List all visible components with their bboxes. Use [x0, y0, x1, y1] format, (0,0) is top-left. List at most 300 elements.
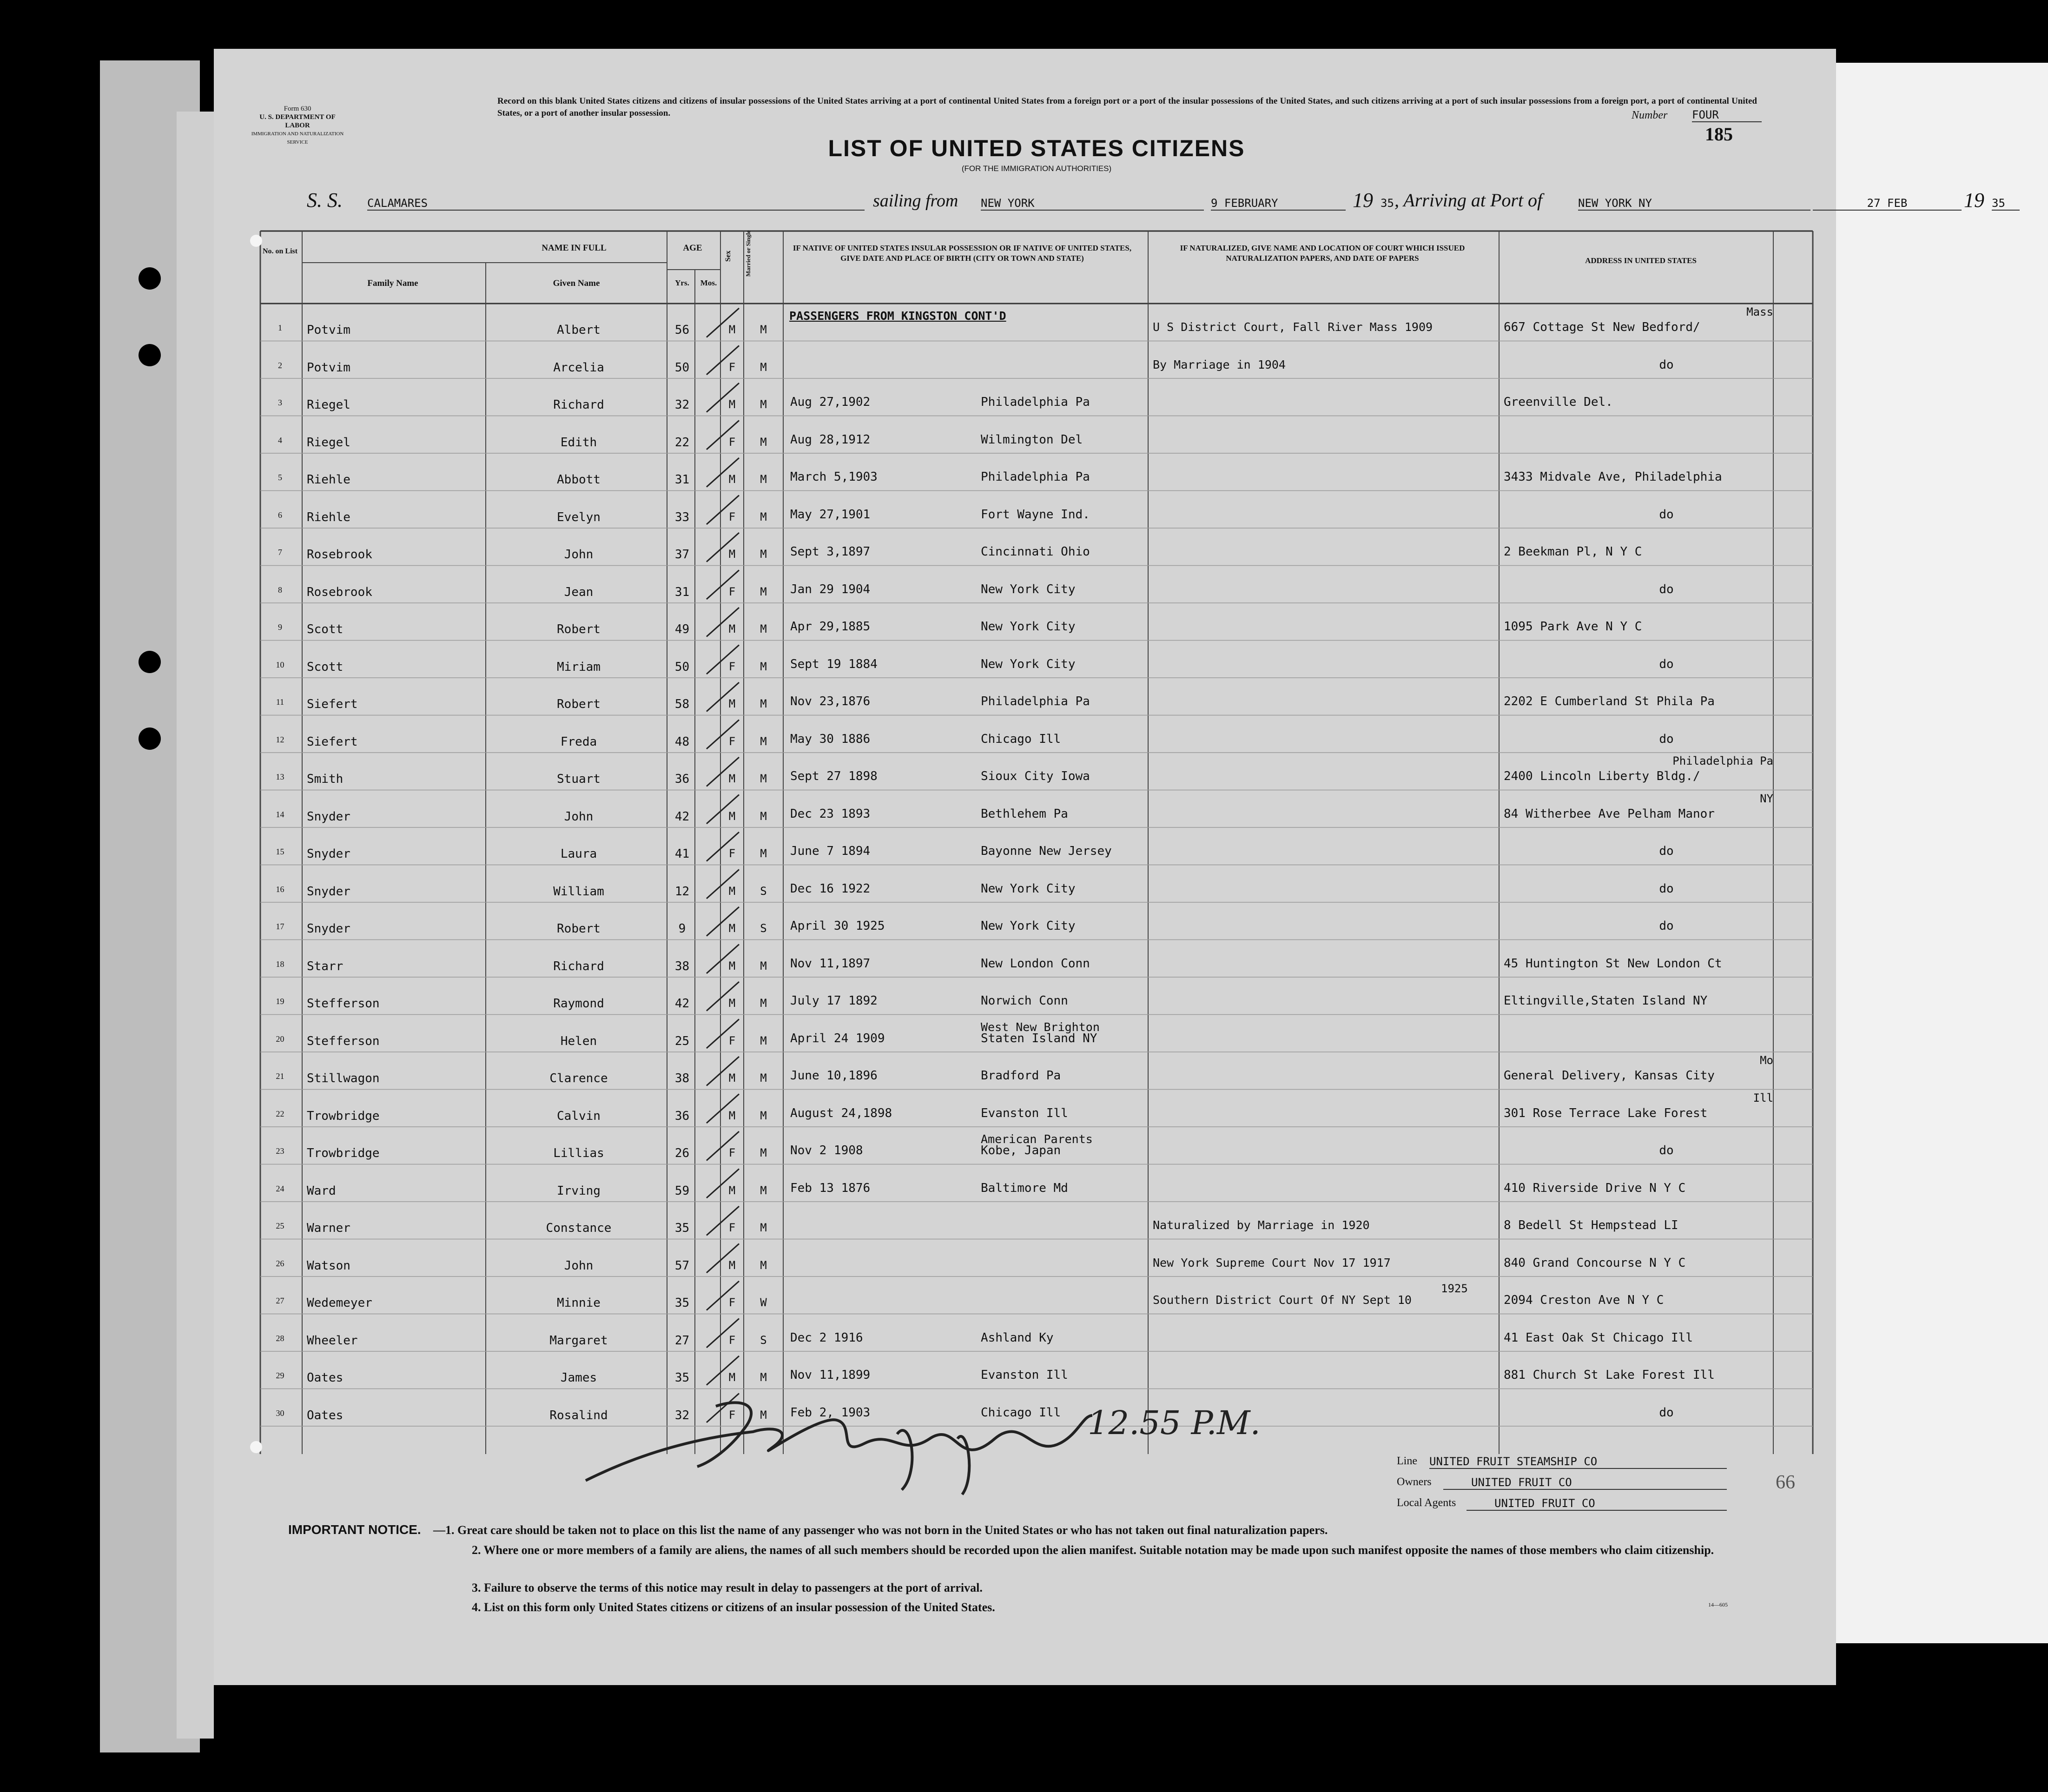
sex-value: F — [728, 1408, 736, 1422]
row-number: 7 — [278, 548, 282, 557]
birth-date: Nov 11,1899 — [790, 1368, 871, 1382]
given-name: Robert — [557, 697, 601, 711]
age-years: 31 — [674, 585, 690, 599]
number-value: FOUR — [1692, 108, 1762, 122]
row-number: 2 — [278, 360, 282, 370]
age-years: 50 — [674, 660, 690, 674]
address: Eltingville,Staten Island NY — [1504, 994, 1708, 1008]
given-name: Margaret — [549, 1333, 608, 1348]
family-name: Riehle — [307, 510, 350, 524]
notice-item-2: 2. Where one or more members of a family are aliens, the names of all such members should be recorded upon the alien manifest. Suitable notation may be made upon such manifest opposite the names of those members who claim citizenship. — [472, 1543, 1714, 1557]
row-number: 29 — [276, 1371, 284, 1380]
family-name: Trowbridge — [307, 1109, 380, 1123]
address: do — [1659, 507, 1674, 522]
arrival-port: NEW YORK NY — [1578, 197, 1810, 211]
age-years: 26 — [674, 1146, 690, 1160]
given-name: Richard — [553, 398, 604, 412]
row-number: 4 — [278, 435, 282, 445]
family-name: Oates — [307, 1408, 344, 1422]
birth-place: Evanston Ill — [981, 1368, 1068, 1382]
birth-date: Dec 23 1893 — [790, 807, 871, 821]
sex-value: F — [728, 1221, 736, 1234]
given-name: John — [564, 548, 594, 562]
page-number: 185 — [1705, 124, 1733, 145]
marital-status: M — [760, 1408, 767, 1422]
age-years: 35 — [674, 1296, 690, 1310]
header-family-name: Family Name — [367, 278, 418, 288]
given-name: Jean — [564, 585, 594, 599]
birth-place: Sioux City Iowa — [981, 769, 1090, 783]
owners-label: Owners — [1397, 1476, 1432, 1488]
age-years: 33 — [674, 510, 690, 524]
given-name: Rosalind — [549, 1408, 608, 1422]
age-years: 59 — [674, 1184, 690, 1198]
sex-value: F — [728, 360, 736, 374]
notice-item-1: —1. Great care should be taken not to place on this list the name of any passenger who was not born in the United States or who has not taken out final naturalization papers. — [433, 1523, 1328, 1537]
address: 881 Church St Lake Forest Ill — [1504, 1368, 1715, 1382]
birth-date: March 5,1903 — [790, 470, 878, 484]
sex-value: F — [728, 435, 736, 449]
given-name: Evelyn — [557, 510, 601, 524]
age-years: 9 — [678, 922, 686, 936]
birth-place: Cincinnati Ohio — [981, 545, 1090, 559]
address: do — [1659, 881, 1674, 896]
age-years: 49 — [674, 622, 690, 636]
birth-date: Sept 27 1898 — [790, 769, 878, 783]
row-number: 27 — [276, 1296, 284, 1305]
given-name: Minnie — [557, 1296, 601, 1310]
signature-time: 12.55 P.M. — [1088, 1404, 1261, 1442]
arriving-label: , Arriving at Port of — [1394, 190, 1543, 211]
sex-value: M — [728, 398, 736, 411]
row-number: 20 — [276, 1034, 284, 1044]
birth-place: Evanston Ill — [981, 1106, 1068, 1120]
age-years: 41 — [674, 847, 690, 861]
marital-status: M — [760, 323, 767, 336]
family-name: Riegel — [307, 398, 350, 412]
from-year: 35 — [1381, 197, 1394, 210]
row-number: 5 — [278, 473, 282, 482]
age-years: 12 — [674, 884, 690, 899]
header-given-name: Given Name — [553, 278, 600, 288]
sex-value: F — [728, 1333, 736, 1347]
naturalization-court: By Marriage in 1904 — [1153, 357, 1286, 371]
marital-status: M — [760, 360, 767, 374]
sex-value: M — [728, 622, 736, 635]
binder-hole — [139, 344, 161, 366]
row-number: 19 — [276, 997, 284, 1006]
sex-value: M — [728, 884, 736, 898]
row-number: 16 — [276, 884, 284, 894]
notice-item-3: 3. Failure to observe the terms of this notice may result in delay to passengers at the port of arrival. — [472, 1581, 983, 1594]
marital-status: M — [760, 660, 767, 673]
marital-status: M — [760, 734, 767, 748]
birth-place: Bradford Pa — [981, 1069, 1061, 1083]
backing-sheet-inner — [177, 112, 214, 1739]
backing-sheet-right — [1829, 63, 2048, 1643]
birth-date: June 7 1894 — [790, 844, 871, 858]
row-number: 6 — [278, 510, 282, 520]
row-number: 10 — [276, 660, 284, 669]
birth-place: Norwich Conn — [981, 994, 1068, 1008]
sex-value: F — [728, 1034, 736, 1047]
address-note: Philadelphia Pa — [1672, 754, 1773, 767]
age-years: 48 — [674, 734, 690, 749]
binder-hole — [139, 267, 161, 290]
sex-value: M — [728, 1109, 736, 1122]
address: 45 Huntington St New London Ct — [1504, 956, 1722, 971]
address: do — [1659, 1405, 1674, 1420]
ship-name: CALAMARES — [367, 197, 865, 211]
family-name: Rosebrook — [307, 585, 372, 599]
birth-date: Nov 11,1897 — [790, 956, 871, 971]
age-years: 57 — [674, 1258, 690, 1273]
family-name: Snyder — [307, 884, 350, 899]
family-name: Smith — [307, 772, 344, 786]
address: 1095 Park Ave N Y C — [1504, 620, 1642, 634]
marital-status: S — [760, 1333, 767, 1347]
agents-value: UNITED FRUIT CO — [1467, 1497, 1727, 1511]
header-yrs: Yrs. — [675, 278, 689, 287]
naturalization-court: Naturalized by Marriage in 1920 — [1153, 1218, 1370, 1232]
row-number: 24 — [276, 1184, 284, 1193]
address: 84 Witherbee Ave Pelham Manor — [1504, 807, 1715, 821]
birth-date: Feb 2, 1903 — [790, 1405, 871, 1420]
birth-date: May 30 1886 — [790, 732, 871, 746]
arrival-year-prefix: 19 — [1964, 189, 1984, 212]
address: do — [1659, 732, 1674, 746]
header-married-single: Married or Single — [745, 230, 752, 277]
birth-date: Sept 3,1897 — [790, 545, 871, 559]
address: 2 Beekman Pl, N Y C — [1504, 545, 1642, 559]
row-number: 11 — [276, 697, 284, 707]
row-number: 1 — [278, 323, 282, 332]
address: do — [1659, 919, 1674, 933]
header-no: No. on List — [262, 247, 298, 255]
age-years: 27 — [674, 1333, 690, 1348]
family-name: Rosebrook — [307, 548, 372, 562]
sex-value: M — [728, 997, 736, 1010]
age-years: 42 — [674, 997, 690, 1011]
birth-date: Feb 13 1876 — [790, 1181, 871, 1195]
marital-status: M — [760, 510, 767, 523]
birth-date: Aug 27,1902 — [790, 395, 871, 409]
manifest-page — [214, 49, 2005, 1685]
birth-place: New York City — [981, 919, 1076, 933]
marital-status: M — [760, 997, 767, 1010]
given-name: Edith — [560, 435, 597, 450]
given-name: James — [560, 1371, 597, 1385]
marital-status: M — [760, 772, 767, 785]
given-name: Arcelia — [553, 360, 604, 375]
marital-status: M — [760, 1221, 767, 1234]
age-years: 50 — [674, 360, 690, 375]
address: 410 Riverside Drive N Y C — [1504, 1181, 1686, 1195]
binder-hole — [139, 651, 161, 673]
marital-status: W — [760, 1296, 767, 1309]
birth-date: Aug 28,1912 — [790, 432, 871, 447]
marital-status: M — [760, 473, 767, 486]
sex-value: M — [728, 548, 736, 561]
address: 3433 Midvale Ave, Philadelphia — [1504, 470, 1722, 484]
address: 667 Cottage St New Bedford/ — [1504, 320, 1700, 334]
sex-value: F — [728, 734, 736, 748]
naturalization-year: 1925 — [1441, 1282, 1468, 1295]
birth-date: April 24 1909 — [790, 1031, 885, 1045]
birth-place: Bethlehem Pa — [981, 807, 1068, 821]
marital-status: M — [760, 548, 767, 561]
owners-value: UNITED FRUIT CO — [1443, 1476, 1727, 1490]
given-name: Laura — [560, 847, 597, 861]
form-number: Form 630 — [284, 105, 311, 112]
naturalization-court: U S District Court, Fall River Mass 1909 — [1153, 320, 1433, 334]
punch-hole — [250, 1441, 262, 1453]
given-name: William — [553, 884, 604, 899]
birth-date: July 17 1892 — [790, 994, 878, 1008]
birth-place: Philadelphia Pa — [981, 694, 1090, 708]
sex-value: M — [728, 772, 736, 785]
sex-value: F — [728, 1146, 736, 1159]
given-name: Clarence — [549, 1071, 608, 1085]
header-age: AGE — [683, 243, 702, 253]
address: 840 Grand Concourse N Y C — [1504, 1256, 1686, 1270]
given-name: Albert — [557, 323, 601, 337]
given-name: Irving — [557, 1184, 601, 1198]
birth-date: Dec 2 1916 — [790, 1330, 863, 1345]
given-name: Helen — [560, 1034, 597, 1048]
birth-date: Jan 29 1904 — [790, 582, 871, 596]
address: 301 Rose Terrace Lake Forest — [1504, 1106, 1708, 1120]
arrival-year: 35 — [1992, 197, 2020, 211]
marital-status: M — [760, 1146, 767, 1159]
given-name: John — [564, 1258, 594, 1273]
birth-place: Bayonne New Jersey — [981, 844, 1112, 858]
family-name: Riehle — [307, 473, 350, 487]
family-name: Stefferson — [307, 1034, 380, 1048]
birth-place: Ashland Ky — [981, 1330, 1054, 1345]
birth-place: New York City — [981, 657, 1076, 671]
sex-value: M — [728, 922, 736, 935]
header-mos: Mos. — [700, 278, 717, 287]
print-code: 14—605 — [1708, 1601, 1728, 1608]
marital-status: M — [760, 1071, 767, 1084]
age-years: 36 — [674, 772, 690, 786]
birth-place: Baltimore Md — [981, 1181, 1068, 1195]
address-note: NY — [1760, 792, 1773, 805]
age-years: 22 — [674, 435, 690, 450]
marital-status: M — [760, 809, 767, 823]
given-name: Calvin — [557, 1109, 601, 1123]
naturalization-court: New York Supreme Court Nov 17 1917 — [1153, 1256, 1391, 1270]
birth-place: New York City — [981, 620, 1076, 634]
agents-label: Local Agents — [1397, 1497, 1456, 1509]
birth-place: Philadelphia Pa — [981, 470, 1090, 484]
family-name: Scott — [307, 622, 344, 636]
address-note: Mo — [1760, 1054, 1773, 1067]
from-port: NEW YORK — [981, 197, 1204, 211]
row-number: 15 — [276, 847, 284, 856]
row-number: 3 — [278, 398, 282, 407]
row-number: 14 — [276, 809, 284, 819]
sex-value: M — [728, 697, 736, 710]
marital-status: M — [760, 398, 767, 411]
birth-place: Chicago Ill — [981, 732, 1061, 746]
marital-status: S — [760, 922, 767, 935]
header-name-in-full: NAME IN FULL — [542, 243, 607, 253]
number-label: Number — [1632, 109, 1668, 121]
address: do — [1659, 582, 1674, 596]
address: General Delivery, Kansas City — [1504, 1069, 1715, 1083]
family-name: Starr — [307, 959, 344, 973]
marital-status: M — [760, 435, 767, 449]
intro-text: Record on this blank United States citizens and citizens of insular possessions of the United States arriving at a port of continental United States from a foreign port or a port of the insular possessions of the United States, and such citizens arriving at a port of such insular possessions from a foreign port, a port of continental United States, or a port of another insular possession. — [497, 96, 1757, 118]
arrival-date: 27 FEB — [1813, 197, 1962, 211]
marital-status: M — [760, 1184, 767, 1197]
from-date: 9 FEBRUARY — [1211, 197, 1346, 211]
age-years: 31 — [674, 473, 690, 487]
notice-item-4: 4. List on this form only United States citizens or citizens of an insular possession of the United States. — [472, 1600, 995, 1614]
given-name: Stuart — [557, 772, 601, 786]
sex-value: M — [728, 809, 736, 823]
sex-value: M — [728, 473, 736, 486]
birth-place: Wilmington Del — [981, 432, 1083, 447]
line-value: UNITED FRUIT STEAMSHIP CO — [1429, 1455, 1727, 1469]
birth-date: August 24,1898 — [790, 1106, 892, 1120]
margin-number: 66 — [1776, 1472, 1795, 1493]
birth-place: New York City — [981, 582, 1076, 596]
row-number: 23 — [276, 1146, 284, 1156]
birth-place: Kobe, Japan — [981, 1144, 1061, 1157]
given-name: John — [564, 809, 594, 824]
family-name: Warner — [307, 1221, 350, 1235]
age-years: 32 — [674, 398, 690, 412]
address: do — [1659, 1144, 1674, 1157]
address: 2400 Lincoln Liberty Bldg./ — [1504, 769, 1700, 783]
age-years: 56 — [674, 323, 690, 337]
marital-status: M — [760, 847, 767, 860]
marital-status: M — [760, 697, 767, 710]
row-number: 22 — [276, 1109, 284, 1118]
row-number: 9 — [278, 622, 282, 632]
family-name: Stefferson — [307, 997, 380, 1011]
given-name: Richard — [553, 959, 604, 973]
birth-place-note: West New Brighton — [981, 1020, 1100, 1034]
family-name: Siefert — [307, 734, 358, 749]
year-prefix: 19 — [1353, 189, 1373, 212]
sex-value: F — [728, 660, 736, 673]
family-name: Stillwagon — [307, 1071, 380, 1085]
address: 2094 Creston Ave N Y C — [1504, 1293, 1664, 1307]
row-number: 17 — [276, 922, 284, 931]
sex-value: F — [728, 585, 736, 598]
given-name: Freda — [560, 734, 597, 749]
birth-place: New York City — [981, 881, 1076, 896]
given-name: Miriam — [557, 660, 601, 674]
department-name: U. S. DEPARTMENT OF LABOR — [259, 113, 336, 129]
punch-hole — [250, 235, 262, 247]
family-name: Potvim — [307, 360, 350, 375]
birth-place: Staten Island NY — [981, 1031, 1097, 1045]
family-name: Wedemeyer — [307, 1296, 372, 1310]
given-name: Constance — [546, 1221, 612, 1235]
marital-status: M — [760, 585, 767, 598]
sex-value: F — [728, 510, 736, 523]
family-name: Riegel — [307, 435, 350, 450]
address: Greenville Del. — [1504, 395, 1613, 409]
given-name: Abbott — [557, 473, 601, 487]
row-number: 26 — [276, 1258, 284, 1268]
marital-status: M — [760, 1109, 767, 1122]
family-name: Snyder — [307, 809, 350, 824]
row-number: 28 — [276, 1333, 284, 1343]
birth-place: Philadelphia Pa — [981, 395, 1090, 409]
section-header: PASSENGERS FROM KINGSTON CONT'D — [789, 309, 1006, 323]
age-years: 25 — [674, 1034, 690, 1048]
address: do — [1659, 657, 1674, 671]
sailing-label: sailing from — [873, 191, 958, 211]
sex-value: M — [728, 323, 736, 336]
age-years: 37 — [674, 548, 690, 562]
address-note: Mass — [1746, 305, 1773, 318]
row-number: 8 — [278, 585, 282, 595]
age-years: 32 — [674, 1408, 690, 1422]
row-number: 30 — [276, 1408, 284, 1418]
marital-status: M — [760, 1371, 767, 1384]
row-number: 12 — [276, 734, 284, 744]
age-years: 38 — [674, 1071, 690, 1085]
family-name: Oates — [307, 1371, 344, 1385]
given-name: Raymond — [553, 997, 604, 1011]
row-number: 13 — [276, 772, 284, 781]
family-name: Siefert — [307, 697, 358, 711]
binder-hole — [139, 727, 161, 750]
marital-status: M — [760, 622, 767, 635]
sex-value: M — [728, 1071, 736, 1084]
marital-status: M — [760, 1034, 767, 1047]
age-years: 35 — [674, 1221, 690, 1235]
header-birth: IF NATIVE OF UNITED STATES INSULAR POSSESSION OR IF NATIVE OF UNITED STATES, GIVE DATE AND PLACE OF BIRTH (CITY OR TOWN AND STATE) — [793, 244, 1132, 263]
page-title: LIST OF UNITED STATES CITIZENS — [828, 135, 1245, 161]
birth-place: Fort Wayne Ind. — [981, 507, 1090, 522]
given-name: Lillias — [553, 1146, 604, 1160]
header-address: ADDRESS IN UNITED STATES — [1585, 256, 1697, 265]
birth-place-note: American Parents — [981, 1132, 1093, 1146]
birth-date: June 10,1896 — [790, 1069, 878, 1083]
row-number: 18 — [276, 959, 284, 969]
family-name: Ward — [307, 1184, 336, 1198]
sex-value: F — [728, 1296, 736, 1309]
page-subtitle: (FOR THE IMMIGRATION AUTHORITIES) — [961, 164, 1112, 173]
notice-title: IMPORTANT NOTICE. — [288, 1522, 421, 1537]
family-name: Potvim — [307, 323, 350, 337]
birth-date: Nov 23,1876 — [790, 694, 871, 708]
age-years: 42 — [674, 809, 690, 824]
birth-date: May 27,1901 — [790, 507, 871, 522]
address-note: Ill — [1753, 1091, 1773, 1104]
birth-place: Chicago Ill — [981, 1405, 1061, 1420]
family-name: Snyder — [307, 922, 350, 936]
birth-date: April 30 1925 — [790, 919, 885, 933]
age-years: 36 — [674, 1109, 690, 1123]
marital-status: M — [760, 1258, 767, 1272]
sex-value: M — [728, 1371, 736, 1384]
sex-value: F — [728, 847, 736, 860]
line-label: Line — [1397, 1455, 1417, 1467]
header-sex: Sex — [724, 251, 732, 262]
given-name: Robert — [557, 922, 601, 936]
header-naturalized: IF NATURALIZED, GIVE NAME AND LOCATION OF COURT WHICH ISSUED NATURALIZATION PAPERS, AND DATE OF PAPERS — [1180, 244, 1465, 263]
age-years: 58 — [674, 697, 690, 711]
